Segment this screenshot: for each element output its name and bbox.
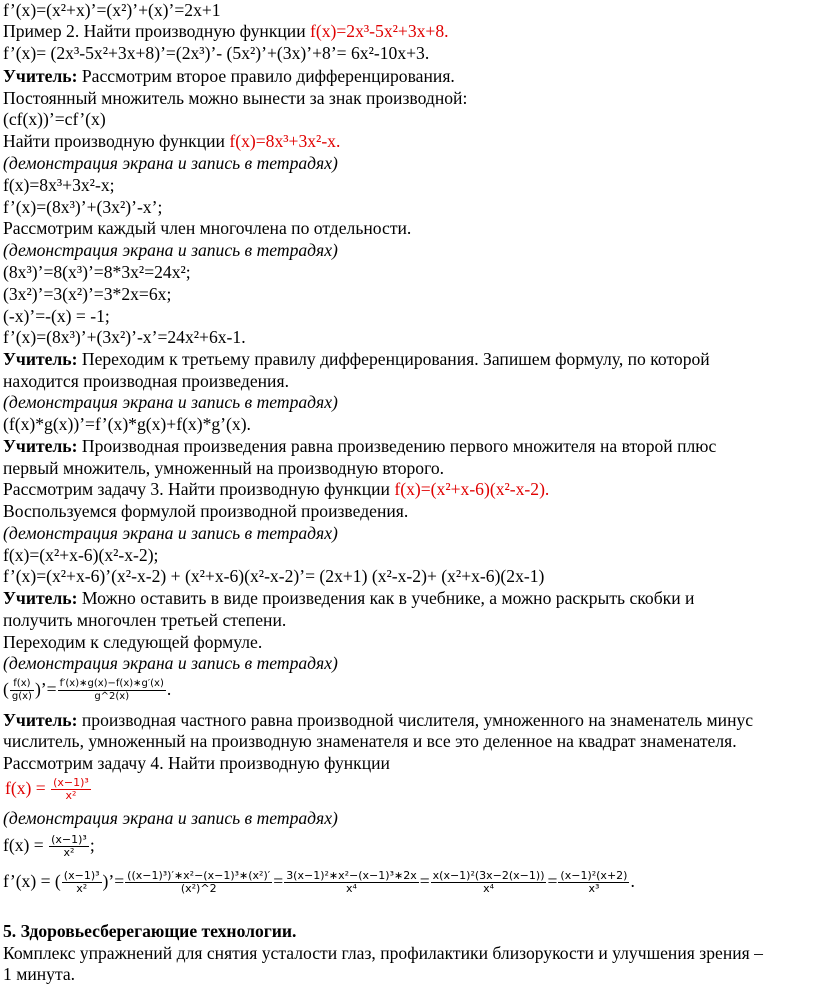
line-function: f(x)=8x³+3x²-x; [3, 175, 115, 195]
line-product-rule: (f(x)*g(x))’=f’(x)*g(x)+f(x)*g’(x). [3, 414, 251, 434]
line-derivative: f’(x)=(8x³)’+(3x²)’-x’; [3, 197, 163, 217]
quotient-rule-formula: ( $\frac{f(x)}{g(x)}$ )’= $\frac{f'(x)∗g(x)-f(x)∗g'(x)}{g\^{}2(x)}$ . [3, 678, 172, 703]
fraction-f: $\frac{\text{(x−1)³}}{\text{x²}}$ [63, 869, 100, 896]
line-teacher-quotient: Учитель: производная частного равна производной числителя, умноженного на знаменатель минус [3, 710, 754, 730]
line-teacher-rule-3: Учитель: Переходим к третьему правилу дифференцирования. Запишем формулу, по которой [3, 349, 710, 369]
line-constant-rule: (cf(x))’=cf’(x) [3, 109, 106, 129]
line-demo-note: (демонстрация экрана и запись в тетрадях) [3, 392, 338, 412]
task-4-function-repeat: f(x) = $\frac{\text{(x−1)³}}{\text{x²}}$ ; [3, 833, 95, 860]
line-exercises: Комплекс упражнений для снятия усталости глаз, профилактики близорукости и улучшения зрения – [3, 943, 763, 963]
line-task-3-function: f(x)=(x²+x-6)(x²-x-2); [3, 545, 159, 565]
fraction-task-4: $\frac{\text{(x−1)³}}{\text{x²}}$ [51, 833, 87, 860]
line-teacher-expand: Учитель: Можно оставить в виде произведения как в учебнике, а можно раскрыть скобки и [3, 588, 695, 608]
line-demo-note: (демонстрация экрана и запись в тетрадях) [3, 153, 338, 173]
highlighted-function: f(x)=2x³-5x²+3x+8. [310, 21, 449, 41]
fraction-step-2: $\frac{\text{3(x−1)²∗x²−(x−1)³∗2x}}{\text{x⁴}}$ [286, 869, 417, 896]
fraction-task-4: $\frac{\text{(x−1)³}}{\text{x²}}$ [53, 776, 89, 803]
teacher-label: Учитель: [3, 436, 78, 456]
teacher-label: Учитель: [3, 710, 78, 730]
line-next-formula: Переходим к следующей формуле. [3, 632, 263, 652]
section-heading: 5. Здоровьесберегающие технологии. [3, 921, 297, 941]
line-derivative-sum: f’(x)=(x²+x)’=(x²)’+(x)’=2x+1 [3, 0, 221, 20]
line-term-1: (8x³)’=8(x³)’=8*3x²=24x²; [3, 262, 191, 282]
line-quotient-explain: числитель, умноженный на производную знаменателя и все это деленное на квадрат знаменателя. [3, 731, 737, 751]
line-demo-note: (демонстрация экрана и запись в тетрадях) [3, 240, 338, 260]
line-result: f’(x)=(8x³)’+(3x²)’-x’=24x²+6x-1. [3, 327, 246, 347]
line-constant-factor: Постоянный множитель можно вынести за знак производной: [3, 88, 468, 108]
fraction-step-3: $\frac{\text{x(x−1)²(3x−2(x−1))}}{\text{x⁴}}$ [432, 869, 545, 896]
line-product-intro: находится производная произведения. [3, 371, 289, 391]
line-teacher-rule-2: Учитель: Рассмотрим второе правило дифференцирования. [3, 66, 455, 86]
fraction-step-4: $\frac{\text{(x−1)²(x+2)}}{\text{x³}}$ [560, 869, 628, 896]
teacher-label: Учитель: [3, 66, 78, 86]
line-term-2: (3x²)’=3(x²)’=3*2x=6x; [3, 284, 172, 304]
line-cubic: получить многочлен третьей степени. [3, 610, 287, 630]
line-example-2-solution: f’(x)= (2x³-5x²+3x+8)’=(2x³)’- (5x²)’+(3x)’+8’= 6x²-10x+3. [3, 43, 430, 63]
line-term-by-term: Рассмотрим каждый член многочлена по отдельности. [3, 218, 412, 238]
line-task-find-derivative: Найти производную функции f(x)=8x³+3x²-x. [3, 131, 341, 151]
task-4-solution: f’(x) = ( $\frac{\text{(x−1)³}}{\text{x²}}$ )’= $\frac{\text{((x−1)³)′∗x²−(x−1)³∗(x²)′}}{\text{(x²)\textasciicircum{}2}}$ = $\frac{\text{3(x−1)²∗x²−(x−1)³∗2x}}{\text{x⁴}}$ = $\frac{\text{x(x−1)²(3x−2(x−1))}}{\text{x⁴}}$ = $\frac{\text{(x−1)²(x+2)}}{\text{x³}}$ . [3, 869, 635, 896]
highlighted-function: f(x)=(x²+x-6)(x²-x-2). [394, 479, 550, 499]
teacher-label: Учитель: [3, 588, 78, 608]
line-example-2: Пример 2. Найти производную функции f(x)=2x³-5x²+3x+8. [3, 21, 449, 41]
line-demo-note: (демонстрация экрана и запись в тетрадях) [3, 523, 338, 543]
fraction-step-1: $\frac{\text{((x−1)³)′∗x²−(x−1)³∗(x²)′}}{\text{(x²)\textasciicircum{}2}}$ [127, 869, 271, 896]
task-4-function: f(x) = $\frac{\text{(x−1)³}}{\text{x²}}$ [5, 776, 89, 803]
line-demo-note: (демонстрация экрана и запись в тетрадях) [3, 808, 338, 828]
teacher-label: Учитель: [3, 349, 78, 369]
line-demo-note: (демонстрация экрана и запись в тетрадях) [3, 653, 338, 673]
fraction-f-over-g: $\frac{f(x)}{g(x)}$ [11, 678, 32, 703]
fraction-quotient-rule: $\frac{f'(x)∗g(x)-f(x)∗g'(x)}{g\^{}2(x)}$ [59, 678, 164, 703]
line-task-4: Рассмотрим задачу 4. Найти производную функции [3, 753, 390, 773]
line-product-explain: первый множитель, умноженный на производную второго. [3, 458, 445, 478]
line-use-product-rule: Воспользуемся формулой производной произведения. [3, 501, 409, 521]
line-teacher-product: Учитель: Производная произведения равна произведению первого множителя на второй плюс [3, 436, 717, 456]
line-task-3: Рассмотрим задачу 3. Найти производную функции f(x)=(x²+x-6)(x²-x-2). [3, 479, 550, 499]
line-duration: 1 минута. [3, 964, 76, 984]
line-term-3: (-x)’=-(x) = -1; [3, 306, 110, 326]
highlighted-function: f(x)=8x³+3x²-x. [229, 131, 341, 151]
line-task-3-solution: f’(x)=(x²+x-6)’(x²-x-2) + (x²+x-6)(x²-x-2)’= (2x+1) (x²-x-2)+ (x²+x-6)(2x-1) [3, 566, 545, 586]
